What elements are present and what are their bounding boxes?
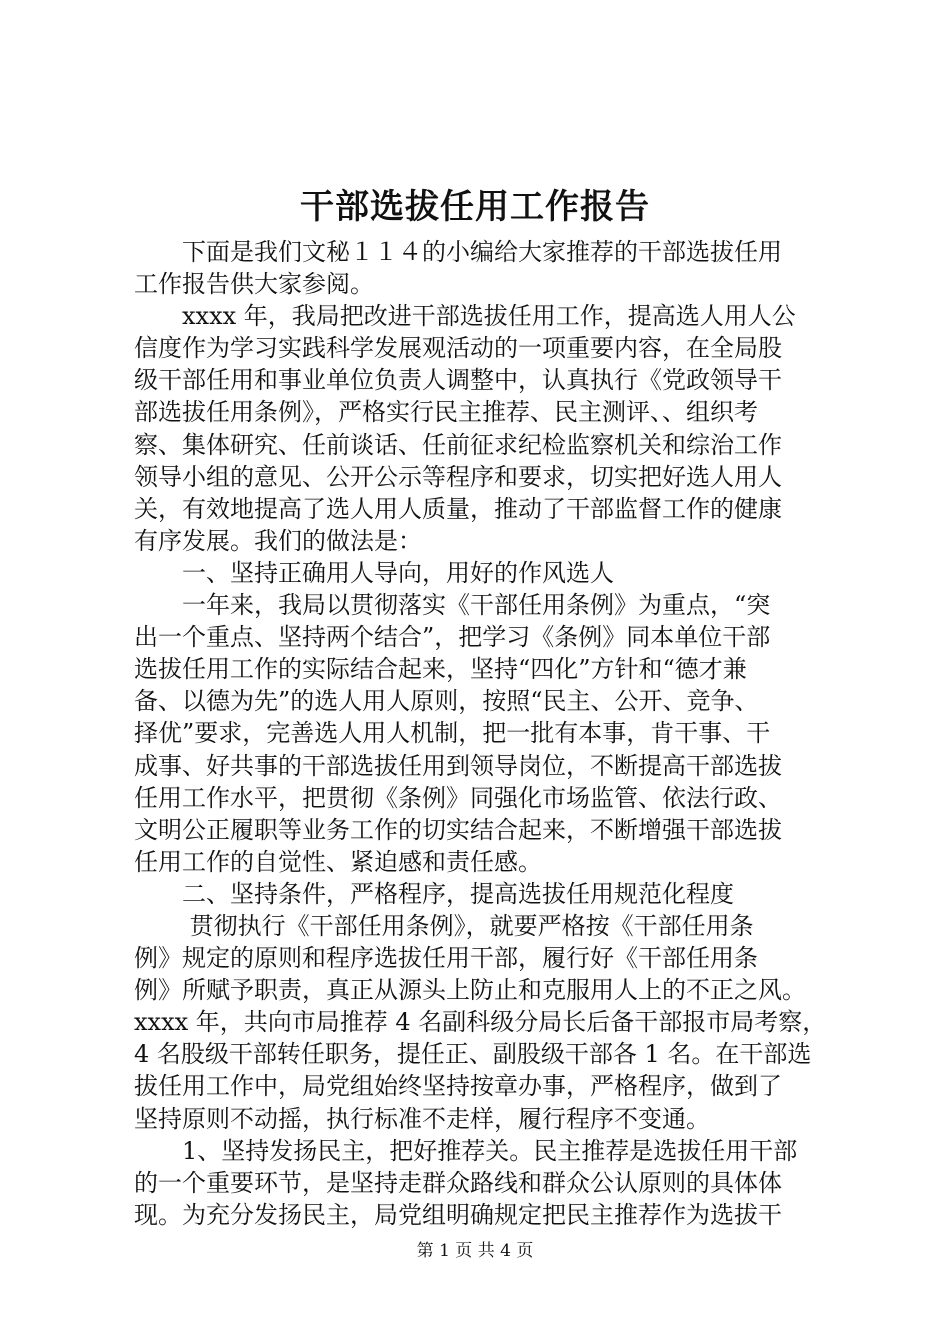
text-line: 一年来，我局以贯彻落实《干部任用条例》为重点，“突 [134,591,771,620]
text-line: 1、坚持发扬民主，把好推荐关。民主推荐是选拔任用干部 [134,1136,798,1165]
text-line: 关，有效地提高了选人用人质量，推动了干部监督工作的健康 [134,494,782,523]
text-line: 任用工作的自觉性、紧迫感和责任感。 [134,847,542,876]
text-line: 贯彻执行《干部任用条例》，就要严格按《干部任用条 [134,911,754,940]
text-line: 文明公正履职等业务工作的切实结合起来，不断增强干部选拔 [134,815,782,844]
text-line: 任用工作水平，把贯彻《条例》同强化市场监管、依法行政、 [134,783,782,812]
text-line: 择优”要求，完善选人用人机制，把一批有本事，肯干事、干 [134,719,771,748]
text-line: 的一个重要环节，是坚持走群众路线和群众公认原则的具体体 [134,1168,782,1197]
text-line: 现。为充分发扬民主，局党组明确规定把民主推荐作为选拔干 [134,1200,782,1229]
text-line: 有序发展。我们的做法是： [134,526,422,555]
text-line: 察、集体研究、任前谈话、任前征求纪检监察机关和综治工作 [134,430,782,459]
text-line: 出一个重点、坚持两个结合”，把学习《条例》同本单位干部 [134,623,771,652]
text-line: 拔任用工作中，局党组始终坚持按章办事，严格程序，做到了 [134,1072,782,1101]
text-line: 工作报告供大家参阅。 [134,270,374,299]
text-line: 领导小组的意见、公开公示等程序和要求，切实把好选人用人 [134,462,782,491]
text-line: 坚持原则不动摇，执行标准不走样，履行程序不变通。 [134,1104,710,1133]
text-line: 例》规定的原则和程序选拔任用干部，履行好《干部任用条 [134,944,758,973]
document-title: 干部选拔任用工作报告 [300,187,650,227]
text-line: xxxx 年，我局把改进干部选拔任用工作，提高选人用人公 [134,302,796,331]
text-line: 部选拔任用条例》，严格实行民主推荐、民主测评、、组织考 [134,398,758,427]
text-line: xxxx 年，共向市局推荐 4 名副科级分局长后备干部报市局考察， [134,1008,827,1037]
text-line: 成事、好共事的干部选拔任用到领导岗位，不断提高干部选拔 [134,751,782,780]
text-line: 例》所赋予职责，真正从源头上防止和克服用人上的不正之风。 [134,976,806,1005]
text-line: 选拔任用工作的实际结合起来，坚持“四化”方针和“德才兼 [134,655,747,684]
text-line: 备、以德为先”的选人用人原则，按照“民主、公开、竞争、 [134,687,759,716]
text-line: 二、坚持条件，严格程序，提高选拔任用规范化程度 [134,879,734,908]
page-footer: 第 1 页 共 4 页 [416,1241,534,1261]
text-line: 级干部任用和事业单位负责人调整中，认真执行《党政领导干 [134,366,782,395]
text-line: 信度作为学习实践科学发展观活动的一项重要内容，在全局股 [134,334,782,363]
text-line: 一、坚持正确用人导向，用好的作风选人 [134,558,614,587]
text-line: 4 名股级干部转任职务，提任正、副股级干部各 1 名。在干部选 [134,1040,812,1069]
text-line: 下面是我们文秘１１４的小编给大家推荐的干部选拔任用 [134,238,782,266]
document-body [134,236,834,1231]
